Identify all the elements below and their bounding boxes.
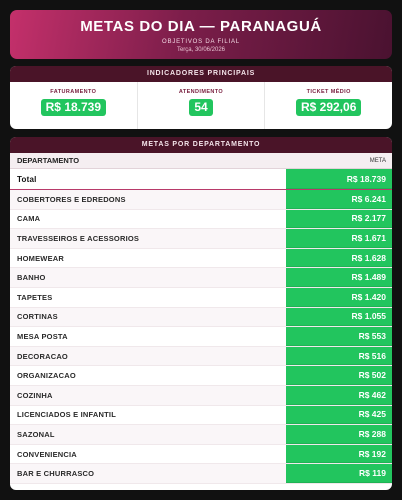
row-name: BAR E CHURRASCO (10, 464, 286, 483)
row-name: CORTINAS (10, 308, 286, 327)
row-name: MESA POSTA (17, 331, 68, 341)
row-value: R$ 288 (286, 425, 392, 444)
row-name: Total (10, 169, 286, 189)
kpi-row (10, 82, 392, 129)
page-subtitle: OBJETIVOS DA FILIAL (162, 39, 240, 45)
row-name: CAMA (17, 214, 41, 224)
row-name: CONVENIENCIA (17, 449, 77, 459)
row-name: BANHO (10, 268, 286, 287)
kpi-value: R$ 292,06 (296, 99, 361, 116)
row-value: R$ 425 (286, 406, 392, 425)
row-name: TRAVESSEIROS E ACESSORIOS (10, 229, 286, 248)
row-value: R$ 553 (286, 327, 392, 346)
table-row (10, 366, 392, 386)
row-name: COBERTORES E EDREDONS (10, 190, 286, 209)
column-header-department: DEPARTAMENTO (17, 156, 80, 165)
row-name: COZINHA (10, 386, 286, 405)
row-value: R$ 1.489 (286, 268, 392, 287)
column-header-goal: META (369, 157, 386, 164)
kpi-attendance (138, 82, 266, 129)
row-value: R$ 1.420 (286, 288, 392, 307)
page-title: METAS DO DIA — PARANAGUÁ (80, 18, 322, 35)
row-value: R$ 119 (286, 464, 392, 483)
row-value: R$ 1.671 (286, 229, 392, 248)
kpi-average-ticket (265, 82, 392, 129)
table-row (10, 386, 392, 406)
row-name: TAPETES (17, 292, 53, 302)
row-name: HOMEWEAR (17, 253, 65, 263)
row-name: ORGANIZACAO (17, 371, 76, 381)
row-value: R$ 2.177 (286, 210, 392, 229)
row-name: LICENCIADOS E INFANTIL (17, 410, 116, 420)
table-row (10, 445, 392, 465)
table-row (10, 229, 392, 249)
kpi-value: 54 (189, 99, 212, 116)
row-value: R$ 502 (286, 366, 392, 385)
row-value: R$ 18.739 (286, 169, 392, 189)
kpi-label: FATURAMENTO (50, 89, 97, 95)
goals-table-header (10, 153, 392, 169)
goals-panel (10, 137, 392, 490)
row-value: R$ 6.241 (286, 190, 392, 209)
table-row (10, 327, 392, 347)
goals-panel-heading: METAS POR DEPARTAMENTO (10, 137, 392, 153)
goals-table-body (10, 169, 392, 484)
table-row (10, 308, 392, 328)
table-row-total (10, 169, 392, 190)
row-value: R$ 462 (286, 386, 392, 405)
kpi-label: TICKET MÉDIO (306, 89, 351, 95)
table-row (10, 268, 392, 288)
kpi-value: R$ 18.739 (41, 99, 106, 116)
table-row (10, 190, 392, 210)
page-date: Terça, 30/06/2026 (176, 47, 226, 53)
row-value: R$ 1.628 (286, 249, 392, 268)
kpi-panel-heading: INDICADORES PRINCIPAIS (10, 66, 392, 82)
table-row (10, 210, 392, 230)
page-header (10, 10, 392, 59)
row-name: SAZONAL (10, 425, 286, 444)
table-row (10, 249, 392, 269)
table-row (10, 425, 392, 445)
kpi-revenue (10, 82, 138, 129)
table-row (10, 347, 392, 367)
row-value: R$ 192 (286, 445, 392, 464)
table-row (10, 464, 392, 484)
row-name: DECORACAO (10, 347, 286, 366)
kpi-label: ATENDIMENTO (178, 89, 224, 95)
table-row (10, 406, 392, 426)
row-value: R$ 1.055 (286, 308, 392, 327)
table-row (10, 288, 392, 308)
row-value: R$ 516 (286, 347, 392, 366)
kpi-panel (10, 66, 392, 129)
